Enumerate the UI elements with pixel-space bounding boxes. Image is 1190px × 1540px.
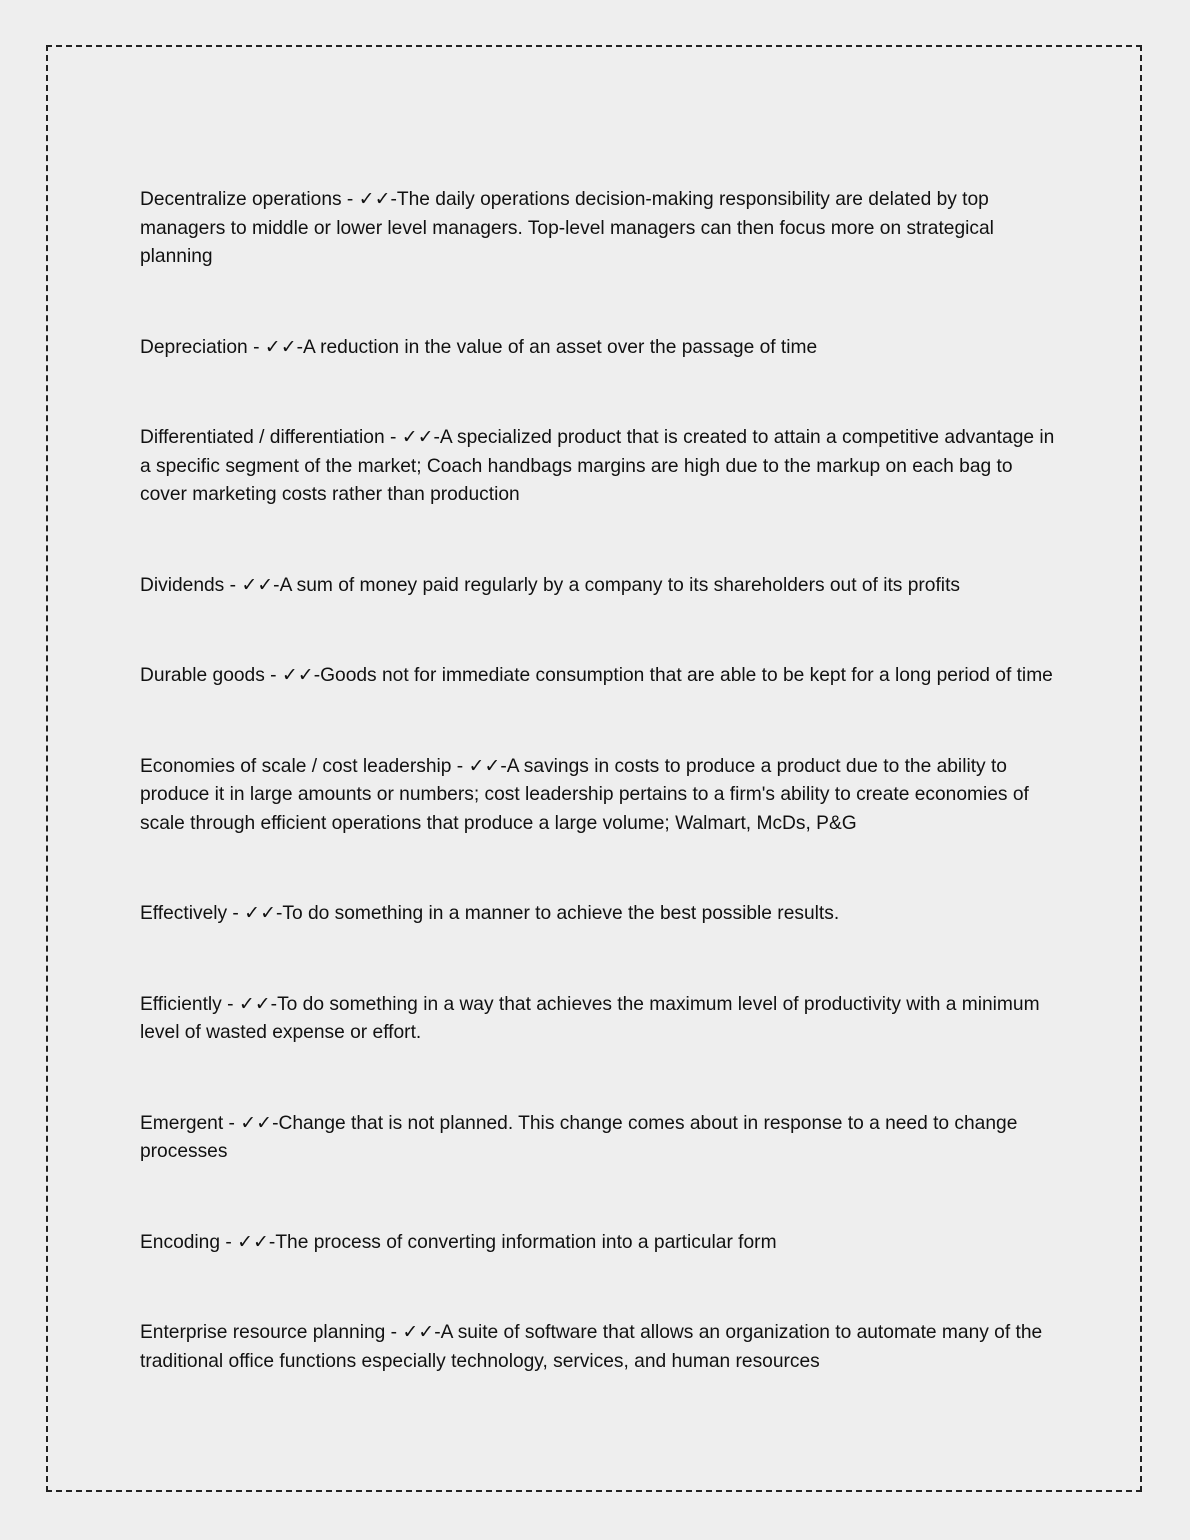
entry-term: Differentiated / differentiation (140, 427, 385, 448)
glossary-entry: Dividends - ✓✓-A sum of money paid regularly by a company to its shareholders out of its profits (140, 573, 960, 596)
glossary-entry: Encoding - ✓✓-The process of converting information into a particular form (140, 1230, 777, 1253)
double-check-icon: ✓✓ (237, 1230, 269, 1253)
entry-definition: Change that is not planned. This change comes about in response to a need to change processes (140, 1112, 1018, 1162)
entry-term: Economies of scale / cost leadership (140, 755, 452, 777)
entry-definition: A sum of money paid regularly by a company to its shareholders out of its profits (279, 574, 960, 596)
entry-definition: The daily operations decision-making responsibility are delated by top managers to middle or lower level managers. Top-level managers can then focus more on strategical planning (140, 189, 994, 267)
double-check-icon: ✓✓ (401, 426, 434, 448)
entry-term: Enterprise resource planning (140, 1322, 386, 1343)
double-check-icon: ✓✓ (358, 188, 391, 210)
entry-definition: A specialized product that is created to attain a competitive advantage in a specific segment of the market; Coach handbags margins are high due to the markup on each bag to cover marketing costs rather than production (140, 427, 1055, 505)
double-check-icon: ✓✓ (281, 664, 314, 686)
entry-definition: To do something in a way that achieves the maximum level of productivity with a minimum level of wasted expense or effort. (140, 993, 1040, 1043)
entry-definition: To do something in a manner to achieve the best possible results. (282, 903, 840, 924)
entry-term: Durable goods (140, 665, 265, 686)
entry-term: Emergent (140, 1112, 224, 1134)
double-check-icon: ✓✓ (238, 992, 271, 1015)
entry-term: Dividends (140, 574, 225, 596)
double-check-icon: ✓✓ (264, 335, 297, 358)
glossary-entry: Economies of scale / cost leadership - ✓✓-A savings in costs to produce a product due to the ability to produce it in large amounts or numbers; cost leadership pertains to a firm's ability to create economies of scale through efficient operations that produce a large volume; Walmart, McDs, P&G (140, 754, 1029, 834)
entry-term: Effectively (140, 903, 228, 924)
glossary-entry: Decentralize operations - ✓✓-The daily operations decision-making responsibility are delated by top managers to middle or lower level managers. Top-level managers can then focus more on strategical planning (140, 188, 994, 267)
entry-definition: The process of converting information into a particular form (275, 1231, 777, 1253)
double-check-icon: ✓✓ (241, 573, 274, 596)
double-check-icon: ✓✓ (244, 902, 276, 924)
double-check-icon: ✓✓ (402, 1321, 435, 1343)
glossary-entry: Emergent - ✓✓-Change that is not planned. This change comes about in response to a need to change processes (140, 1111, 1018, 1162)
glossary-entries (140, 185, 1055, 1437)
entry-definition: A reduction in the value of an asset over the passage of time (303, 336, 818, 358)
glossary-entry: Depreciation - ✓✓-A reduction in the value of an asset over the passage of time (140, 335, 818, 358)
glossary-entry: Durable goods - ✓✓-Goods not for immediate consumption that are able to be kept for a long period of time (140, 664, 1053, 686)
entry-term: Encoding (140, 1231, 221, 1253)
entry-term: Depreciation (140, 336, 248, 358)
glossary-entry: Effectively - ✓✓-To do something in a manner to achieve the best possible results. (140, 902, 840, 924)
glossary-entry: Efficiently - ✓✓-To do something in a way that achieves the maximum level of productivity with a minimum level of wasted expense or effort. (140, 992, 1040, 1043)
entry-definition: A suite of software that allows an organization to automate many of the traditional office functions especially technology, services, and human resources (140, 1322, 1043, 1372)
double-check-icon: ✓✓ (240, 1111, 273, 1134)
glossary-entry: Enterprise resource planning - ✓✓-A suite of software that allows an organization to automate many of the traditional office functions especially technology, services, and human resources (140, 1321, 1043, 1372)
entry-term: Efficiently (140, 993, 222, 1015)
entry-definition: A savings in costs to produce a product due to the ability to produce it in large amounts or numbers; cost leadership pertains to a firm's ability to create economies of scale through efficient operations that produce a large volume; Walmart, McDs, P&G (140, 755, 1029, 834)
entry-definition: Goods not for immediate consumption that are able to be kept for a long period of time (320, 665, 1053, 686)
double-check-icon: ✓✓ (468, 754, 501, 777)
entry-term: Decentralize operations (140, 189, 342, 210)
glossary-entry: Differentiated / differentiation - ✓✓-A specialized product that is created to attain a competitive advantage in a specific segment of the market; Coach handbags margins are high due to the markup on each bag to cover marketing costs rather than production (140, 426, 1055, 505)
